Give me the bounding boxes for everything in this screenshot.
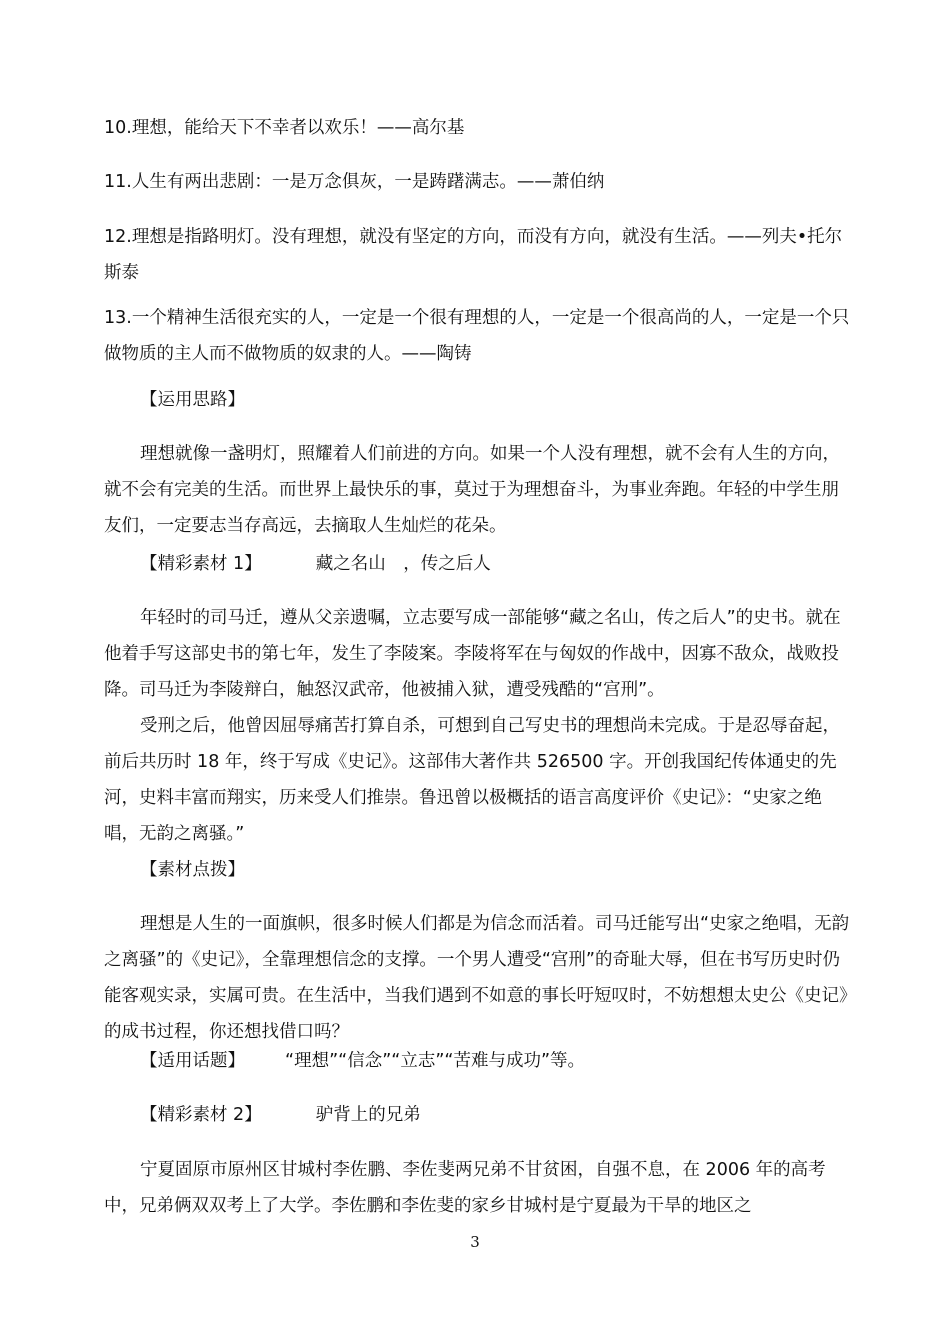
topics-body: “理想”“信念”“立志”“苦难与成功”等。	[285, 1051, 586, 1071]
page-number: 3	[470, 1233, 480, 1251]
tip-body: 理想是人生的一面旗帜，很多时候人们都是为信念而活着。司马迁能写出“史家之绝唱，无韵之离骚”的《史记》，全靠理想信念的支撑。一个男人遭受“宫刑”的奇耻大辱，但在书写历史时仍能客观实录，实属可贵。在生活中，当我们遇到不如意的事长吁短叹时，不妨想想太史公《史记》的成书过程，你还想找借口吗？	[104, 914, 850, 1042]
usage-body: 理想就像一盏明灯，照耀着人们前进的方向。如果一个人没有理想，就不会有人生的方向，就不会有完美的生活。而世界上最快乐的事，莫过于为理想奋斗，为事业奔跑。年轻的中学生朋友们，一定要志当存高远，去摘取人生灿烂的花朵。	[104, 444, 840, 536]
material-2-heading-line	[140, 1097, 421, 1133]
quote-13: 13.一个精神生活很充实的人，一定是一个很有理想的人，一定是一个很高尚的人，一定是一个只做物质的主人而不做物质的奴隶的人。——陶铸	[104, 308, 850, 364]
material-1-title: 藏之名山 ，传之后人	[315, 554, 491, 574]
quote-11: 11.人生有两出悲剧：一是万念俱灰，一是踌躇满志。——萧伯纳	[104, 172, 605, 192]
material-1-heading: 【精彩素材 1】	[140, 554, 262, 574]
material-1-paragraph-1: 年轻时的司马迁，遵从父亲遗嘱，立志要写成一部能够“藏之名山，传之后人”的史书。就在他着手写这部史书的第七年，发生了李陵案。李陵将军在与匈奴的作战中，因寡不敌众，战败投降。司马迁为李陵辩白，触怒汉武帝，他被捕入狱，遭受残酷的“宫刑”。	[104, 608, 841, 700]
topics-heading: 【适用话题】	[140, 1051, 245, 1071]
material-2-heading: 【精彩素材 2】	[140, 1105, 262, 1125]
quote-10: 10.理想，能给天下不幸者以欢乐！——高尔基	[104, 118, 465, 138]
material-2-title: 驴背上的兄弟	[315, 1105, 421, 1125]
material-1-heading-line	[140, 546, 491, 582]
material-1-paragraph-2: 受刑之后，他曾因屈辱痛苦打算自杀，可想到自己写史书的理想尚未完成。于是忍辱奋起，前后共历时 18 年，终于写成《史记》。这部伟大著作共 526500 字。开创我国纪传体通史的先河，史料丰富而翔实，历来受人们推崇。鲁迅曾以极概括的语言高度评价《史记》：“史家之绝唱，无韵之离骚。”	[104, 716, 840, 844]
usage-heading: 【运用思路】	[140, 390, 245, 410]
material-2-body: 宁夏固原市原州区甘城村李佐鹏、李佐斐两兄弟不甘贫困，自强不息，在 2006 年的高考中，兄弟俩双双考上了大学。李佐鹏和李佐斐的家乡甘城村是宁夏最为干旱的地区之	[104, 1160, 826, 1216]
tip-heading: 【素材点拨】	[140, 860, 245, 880]
quote-12: 12.理想是指路明灯。没有理想，就没有坚定的方向，而没有方向，就没有生活。——列夫•托尔斯泰	[104, 227, 843, 283]
topics-line	[140, 1043, 585, 1079]
